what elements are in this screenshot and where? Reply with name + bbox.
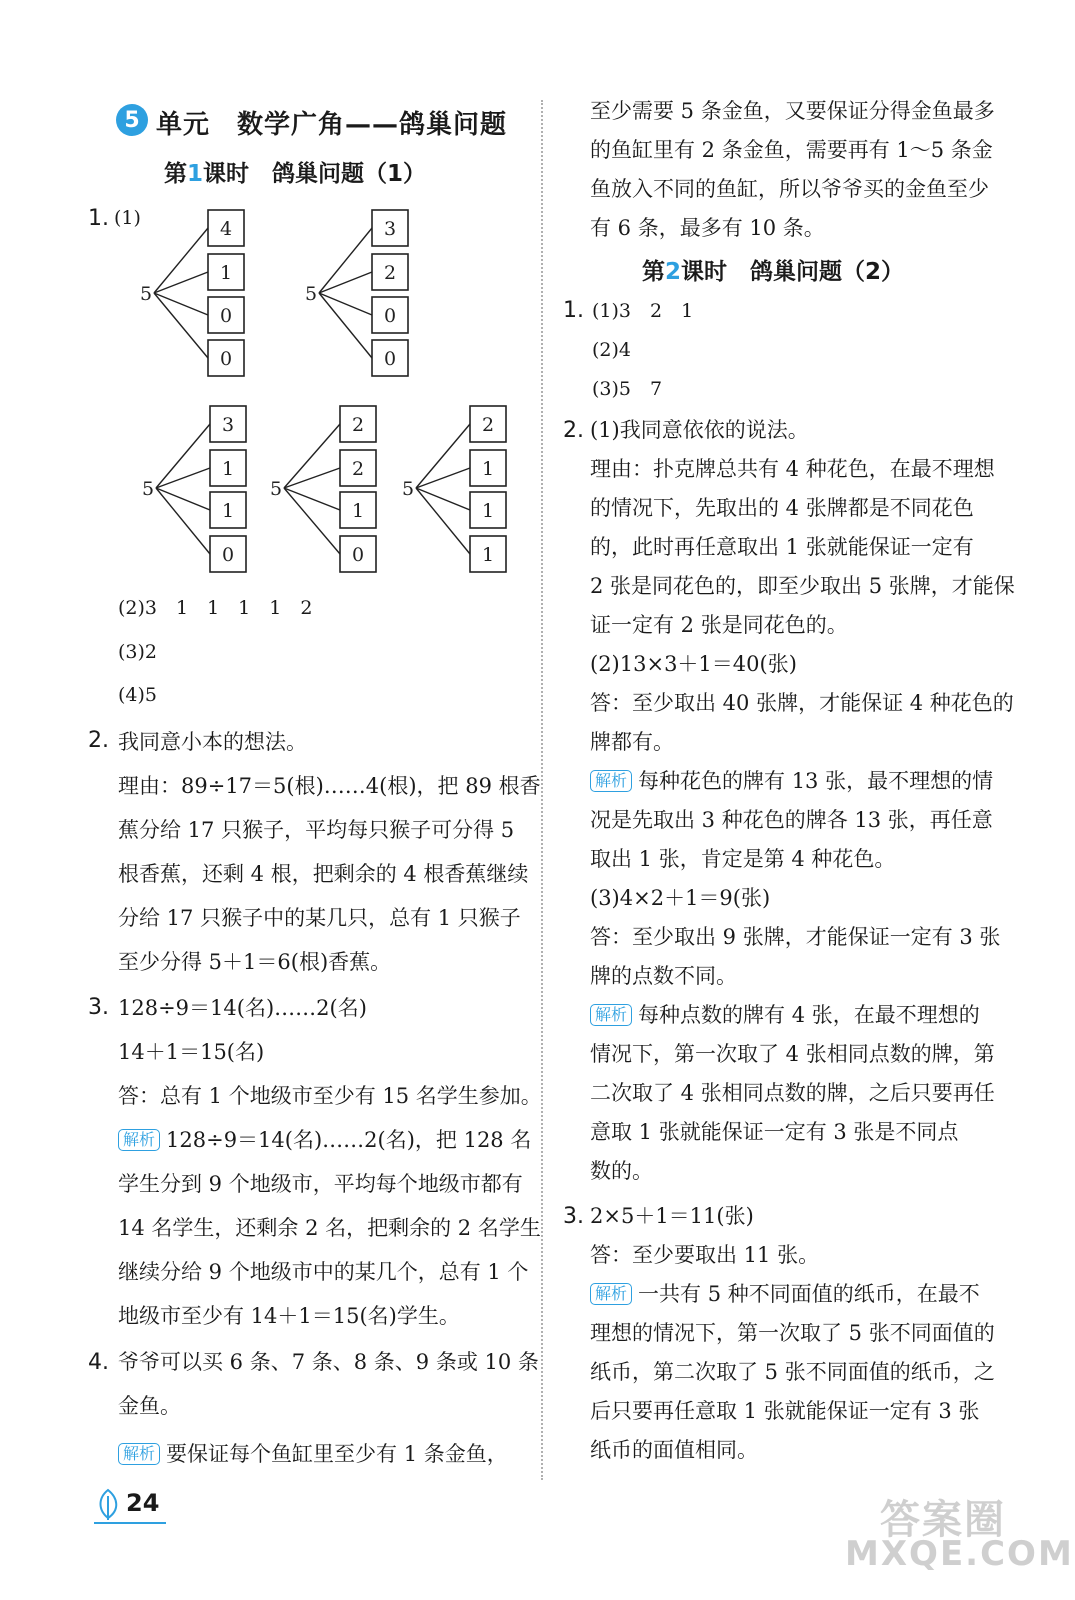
watermark-logo: 答案圈 [880,1497,1006,1543]
text-line: (3)4×2＋1＝9(张) [590,886,771,910]
page-number-underline [94,1522,166,1524]
q3-number: 3. [88,995,109,1020]
tree-root: 5 [142,478,155,500]
text-line: 牌的点数不同。 [590,964,737,988]
q3-analysis [118,1118,541,1338]
text-line: (3)5 7 [592,378,663,400]
q3-answer [118,986,542,1118]
tree-box-value: 0 [222,544,235,566]
lesson1-prefix: 第 [164,161,187,187]
q4-number: 4. [88,1350,109,1375]
text-line: 至少分得 5＋1＝6(根)香蕉。 [118,950,392,974]
text-line: 情况下，第一次取了 4 张相同点数的牌，第 [590,1042,995,1066]
text-line: 有 6 条，最多有 10 条。 [590,216,825,240]
analysis-tag: 解析 [118,1443,160,1465]
tree-box-value: 3 [384,218,397,240]
analysis-text: 128÷9＝14(名)……2(名)，把 128 名 [166,1128,532,1152]
q4-analysis-continued [590,92,995,248]
tree-box-value: 4 [220,218,233,240]
lesson2-title [642,253,904,286]
text-line: 的情况下，先取出的 4 张牌都是不同花色 [590,496,974,520]
l2-q2-number: 2. [563,418,584,443]
text-line [590,762,1015,801]
text-line: 况是先取出 3 种花色的牌各 13 张，再任意 [590,808,993,832]
tree-box-value: 0 [384,305,397,327]
tree-4 [270,406,376,572]
text-line: 爷爷可以买 6 条、7 条、8 条、9 条或 10 条 [118,1350,539,1374]
tree-box-value: 0 [220,305,233,327]
text-line: (2)13×3＋1＝40(张) [590,652,797,676]
text-line [590,996,1015,1035]
tree-1 [140,210,244,376]
watermark-url: MXQE.COM [845,1534,1074,1574]
text-line: 128÷9＝14(名)……2(名) [118,996,367,1020]
tree-root: 5 [402,478,415,500]
text-line: 地级市至少有 14＋1＝15(名)学生。 [118,1304,460,1328]
text-line: 的鱼缸里有 2 条金鱼，需要再有 1～5 条金 [590,138,993,162]
text-line: 意取 1 张就能保证一定有 3 张是不同点 [590,1120,959,1144]
tree-box-value: 2 [352,458,365,480]
analysis-text: 一共有 5 种不同面值的纸币，在最不 [638,1282,980,1306]
unit-number-badge: 5 [116,104,148,136]
text-line: 至少需要 5 条金鱼，又要保证分得金鱼最多 [590,99,995,123]
lesson2-number: 2 [665,259,682,285]
text-line [118,1118,541,1162]
tree-box-value: 0 [384,348,397,370]
lesson1-number: 1 [187,161,204,187]
text-line: 的，此时再任意取出 1 张就能保证一定有 [590,535,974,559]
text-line: (1)我同意依依的说法。 [590,418,809,442]
tree-box-value: 1 [222,500,235,522]
text-line: 蕉分给 17 只猴子，平均每只猴子可分得 5 [118,818,515,842]
text-line: 取出 1 张，肯定是第 4 种花色。 [590,847,896,871]
text-line: 分给 17 只猴子中的某几只，总有 1 只猴子 [118,906,521,930]
text-line: 根香蕉，还剩 4 根，把剩余的 4 根香蕉继续 [118,862,529,886]
q2-number: 2. [88,728,109,753]
text-line: 金鱼。 [118,1394,181,1418]
text-line: 继续分给 9 个地级市中的某几个，总有 1 个 [118,1260,529,1284]
analysis-text: 每种点数的牌有 4 张，在最不理想的 [638,1003,980,1027]
text-line: 14＋1＝15(名) [118,1040,265,1064]
q4-answer [118,1340,539,1476]
tree-box-value: 1 [352,500,365,522]
l2-q2-answer [590,411,1015,1191]
tree-box-value: 0 [352,544,365,566]
q2-answer [118,720,541,984]
text-line: 我同意小本的想法。 [118,730,307,754]
text-line: 后只要再任意取 1 张就能保证一定有 3 张 [590,1399,980,1423]
text-line: 14 名学生，还剩余 2 名，把剩余的 2 名学生 [118,1216,541,1240]
analysis-tag: 解析 [590,770,632,792]
text-line: 答：总有 1 个地级市至少有 15 名学生参加。 [118,1084,542,1108]
text-line: 理想的情况下，第一次取了 5 张不同面值的 [590,1321,995,1345]
text-line: 理由：扑克牌总共有 4 种花色，在最不理想 [590,457,995,481]
tree-root: 5 [140,283,153,305]
tree-box-value: 2 [482,414,495,436]
text-line [590,1275,995,1314]
lesson1-title [164,155,426,188]
analysis-tag: 解析 [590,1004,632,1026]
analysis-text: 要保证每个鱼缸里至少有 1 条金鱼， [166,1442,508,1466]
tree-box-value: 1 [222,458,235,480]
text-line: 学生分到 9 个地级市，平均每个地级市都有 [118,1172,523,1196]
column-divider [541,100,543,1480]
text-line: 数的。 [590,1159,653,1183]
l2-q3-answer [590,1197,995,1470]
tree-diagrams [130,200,530,585]
tree-box-value: 1 [220,262,233,284]
leaf-icon [94,1488,122,1522]
page-number: 24 [126,1489,160,1517]
text-line: 鱼放入不同的鱼缸，所以爷爷买的金鱼至少 [590,177,989,201]
l2-q3-number: 3. [563,1204,584,1229]
analysis-tag: 解析 [590,1283,632,1305]
analysis-text: 每种花色的牌有 13 张，最不理想的情 [638,769,994,793]
tree-5 [402,406,506,572]
tree-box-value: 1 [482,500,495,522]
text-line: 答：至少取出 40 张牌，才能保证 4 种花色的 [590,691,1014,715]
lesson2-prefix: 第 [642,259,665,285]
text-line: 答：至少要取出 11 张。 [590,1243,820,1267]
analysis-tag: 解析 [118,1129,160,1151]
text-line [118,1432,539,1476]
tree-box-value: 1 [482,458,495,480]
text-line: 纸币的面值相同。 [590,1438,758,1462]
unit-title: 单元 数学广角——鸽巢问题 [156,110,508,140]
tree-2 [305,210,408,376]
text-line: 二次取了 4 张相同点数的牌，之后只要再任 [590,1081,995,1105]
tree-box-value: 3 [222,414,235,436]
tree-root: 5 [270,478,283,500]
tree-box-value: 0 [220,348,233,370]
text-line: 答：至少取出 9 张牌，才能保证一定有 3 张 [590,925,1001,949]
text-line: (2)4 [592,339,632,361]
tree-box-value: 1 [482,544,495,566]
l2-q1-answer [592,292,693,409]
text-line: 牌都有。 [590,730,674,754]
text-line: (1)3 2 1 [592,300,694,322]
text-line: 2×5＋1＝11(张) [590,1204,754,1228]
tree-box-value: 2 [352,414,365,436]
tree-3 [142,406,246,572]
text-line: 纸币，第二次取了 5 张不同面值的纸币，之 [590,1360,995,1384]
q1-part1: (1) [114,207,141,229]
lesson2-suffix: 课时 鸽巢问题（2） [681,259,905,285]
q1-part3: (3)2 [118,641,158,663]
q1-number: 1. [88,206,109,231]
text-line: 理由：89÷17＝5(根)……4(根)，把 89 根香 [118,774,541,798]
tree-root: 5 [305,283,318,305]
text-line: 证一定有 2 张是同花色的。 [590,613,848,637]
text-line: 2 张是同花色的，即至少取出 5 张牌，才能保 [590,574,1015,598]
l2-q1-number: 1. [563,298,584,323]
lesson1-suffix: 课时 鸽巢问题（1） [203,161,427,187]
q1-part2: (2)3 1 1 1 1 2 [118,597,313,619]
tree-box-value: 2 [384,262,397,284]
q1-part4: (4)5 [118,684,158,706]
